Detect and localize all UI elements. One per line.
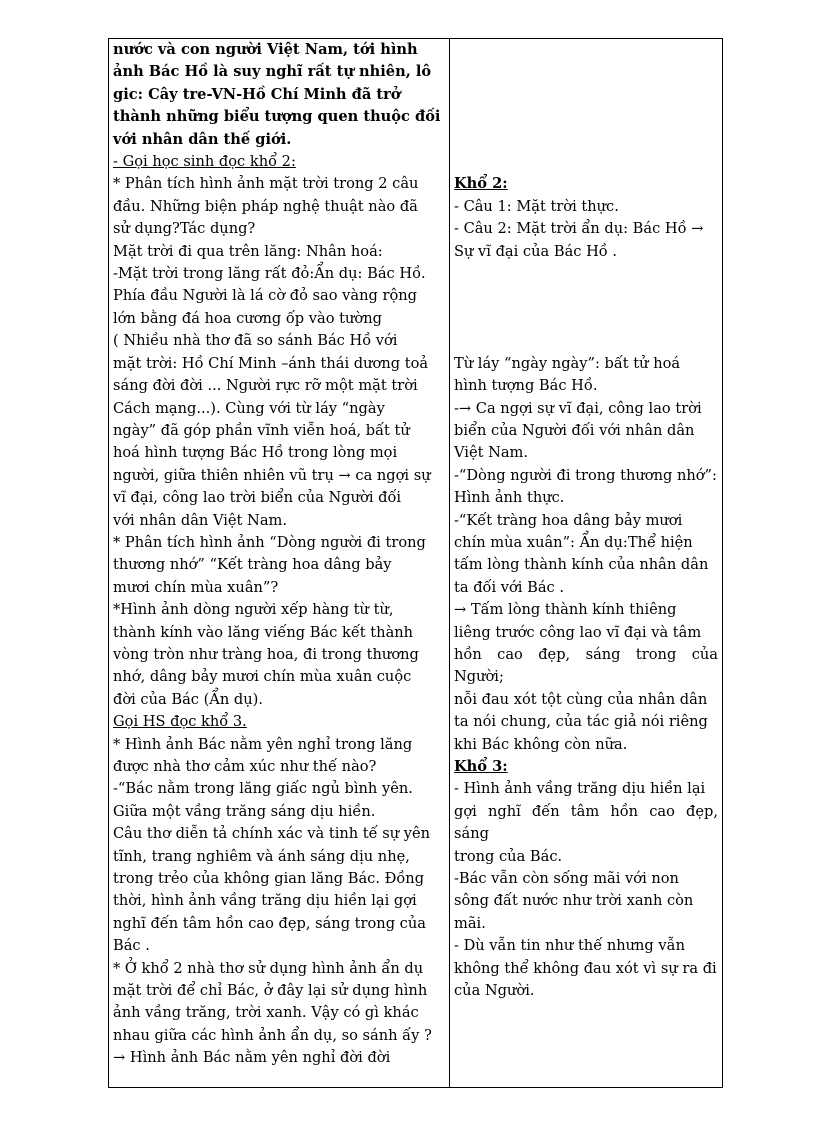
text-line (454, 39, 718, 61)
text-line: - Hình ảnh vầng trăng dịu hiền lại (454, 780, 706, 798)
text-line: ảnh vầng trăng, trời xanh. Vậy có gì khác (113, 1004, 419, 1022)
text-line: mươi chín mùa xuân”? (113, 578, 279, 596)
text-line: với nhân dân thế giới. (113, 130, 292, 148)
text-line: *Hình ảnh dòng người xếp hàng từ từ, (113, 601, 394, 619)
text-line: Sự vĩ đại của Bác Hồ . (454, 242, 618, 260)
text-line: gợi nghĩ đến tâm hồn cao đẹp, sáng (454, 802, 718, 843)
text-line: -“Kết tràng hoa dâng bảy mươi (454, 511, 683, 529)
text-line: hồn cao đẹp, sáng trong của Người; (454, 645, 718, 686)
text-line: không thể không đau xót vì sự ra đi (454, 959, 717, 977)
text-line: lớn bằng đá hoa cương ốp vào tường (113, 309, 382, 327)
text-line: -Bác vẫn còn sống mãi với non (454, 870, 679, 888)
text-line (454, 129, 718, 151)
text-line: nhớ, dâng bảy mươi chín mùa xuân cuộc (113, 668, 412, 686)
text-line: Câu thơ diễn tả chính xác và tinh tế sự yên (113, 825, 431, 843)
text-line: với nhân dân Việt Nam. (113, 511, 287, 529)
text-line: ngày” đã góp phần vĩnh viễn hoá, bất tử (113, 421, 410, 439)
text-line: khi Bác không còn nữa. (454, 735, 628, 753)
text-line: -→ Ca ngợi sự vĩ đại, công lao trời (454, 399, 702, 417)
text-line: tĩnh, trang nghiêm và ánh sáng dịu nhẹ, (113, 847, 410, 865)
text-line: Bác . (113, 937, 150, 955)
text-line: chín mùa xuân”: Ẩn dụ:Thể hiện (454, 533, 693, 551)
text-line: - Gọi học sinh đọc khổ 2: (113, 153, 296, 171)
text-line: sử dụng?Tác dụng? (113, 220, 256, 238)
text-line (454, 61, 718, 83)
text-line: mặt trời để chỉ Bác, ở đây lại sử dụng hình (113, 982, 428, 1000)
text-line: -“Bác nằm trong lăng giấc ngủ bình yên. (113, 780, 413, 798)
lesson-table (108, 38, 723, 1088)
text-line: Khổ 2: (454, 175, 508, 193)
text-line: Khổ 3: (454, 758, 508, 775)
text-line: - Dù vẫn tin như thế nhưng vẫn (454, 937, 685, 955)
text-line: thành những biểu tượng quen thuộc đối (113, 108, 441, 126)
text-line: đầu. Những biện pháp nghệ thuật nào đã (113, 197, 418, 215)
text-line: Giữa một vầng trăng sáng dịu hiền. (113, 802, 376, 820)
text-line: gic: Cây tre-VN-Hồ Chí Minh đã trở (113, 85, 401, 103)
text-line: Gọi HS đọc khổ 3. (113, 713, 247, 731)
text-line (454, 308, 718, 330)
text-line: nỗi đau xót tột cùng của nhân dân (454, 690, 708, 708)
text-line: hoá hình tượng Bác Hồ trong lòng mọi (113, 444, 398, 462)
text-line: thời, hình ảnh vầng trăng dịu hiền lại gợi (113, 892, 417, 910)
text-line: mãi. (454, 914, 486, 932)
text-line: liêng trước công lao vĩ đại và tâm (454, 623, 702, 641)
text-line: ta nói chung, của tác giả nói riêng (454, 713, 708, 731)
text-line: trong trẻo của không gian lăng Bác. Đồng (113, 870, 425, 888)
text-line: biển của Người đối với nhân dân (454, 421, 695, 439)
text-line: nhau giữa các hình ảnh ẩn dụ, so sánh ấy ? (113, 1026, 432, 1044)
text-line: Mặt trời đi qua trên lăng: Nhân hoá: (113, 242, 383, 260)
text-line (454, 263, 718, 285)
text-line: hình tượng Bác Hồ. (454, 377, 598, 395)
text-line: trong của Bác. (454, 847, 563, 865)
text-line: nghĩ đến tâm hồn cao đẹp, sáng trong của (113, 914, 426, 932)
text-line: vĩ đại, công lao trời biển của Người đối (113, 489, 402, 507)
text-line: nước và con người Việt Nam, tới hình (113, 41, 418, 58)
text-line: sáng đời đời ... Người rực rỡ một mặt trời (113, 377, 418, 395)
text-line: sông đất nước như trời xanh còn (454, 892, 694, 910)
text-line: thành kính vào lăng viếng Bác kết thành (113, 623, 414, 641)
table-row (109, 39, 723, 1088)
text-line: mặt trời: Hồ Chí Minh –ánh thái dương toả (113, 354, 429, 372)
text-line: * Ở khổ 2 nhà thơ sử dụng hình ảnh ẩn dụ (113, 959, 424, 977)
text-line: - Câu 2: Mặt trời ẩn dụ: Bác Hồ → (454, 220, 704, 238)
text-line: người, giữa thiên nhiên vũ trụ → ca ngợi sự (113, 466, 431, 484)
text-line: * Phân tích hình ảnh “Dòng người đi trong (113, 533, 426, 551)
text-line: ảnh Bác Hồ là suy nghĩ rất tự nhiên, lô (113, 63, 432, 81)
text-line: * Phân tích hình ảnh mặt trời trong 2 câu (113, 175, 419, 193)
text-line: của Người. (454, 982, 535, 1000)
teacher-activity-column (109, 39, 450, 1088)
text-line: ta đối với Bác . (454, 578, 564, 596)
text-line: Phía đầu Người là lá cờ đỏ sao vàng rộng (113, 287, 417, 305)
text-line (454, 84, 718, 106)
text-line: tấm lòng thành kính của nhân dân (454, 556, 709, 574)
text-line: Từ láy “ngày ngày”: bất tử hoá (454, 354, 681, 372)
text-line: ( Nhiều nhà thơ đã so sánh Bác Hồ với (113, 332, 398, 350)
text-line: → Tấm lòng thành kính thiêng (454, 601, 677, 619)
text-line (454, 106, 718, 128)
text-line: Cách mạng...). Cùng với từ láy “ngày (113, 399, 385, 417)
text-line: -Mặt trời trong lăng rất đỏ:Ẩn dụ: Bác Hồ. (113, 265, 426, 283)
text-line: -“Dòng người đi trong thương nhớ”: (454, 466, 717, 484)
text-line: vòng tròn như tràng hoa, đi trong thương (113, 645, 419, 663)
text-line: được nhà thơ cảm xúc như thế nào? (113, 758, 377, 775)
text-line (454, 330, 718, 352)
text-line (454, 285, 718, 307)
text-line: Việt Nam. (454, 444, 529, 462)
text-line: → Hình ảnh Bác nằm yên nghỉ đời đời (113, 1049, 391, 1067)
text-line: thương nhớ” “Kết tràng hoa dâng bảy (113, 556, 392, 574)
text-line: - Câu 1: Mặt trời thực. (454, 197, 619, 215)
content-column (450, 39, 723, 1088)
text-line (454, 151, 718, 173)
text-line: * Hình ảnh Bác nằm yên nghỉ trong lăng (113, 735, 413, 753)
text-line: Hình ảnh thực. (454, 489, 565, 507)
text-line: đời của Bác (Ẩn dụ). (113, 690, 263, 708)
